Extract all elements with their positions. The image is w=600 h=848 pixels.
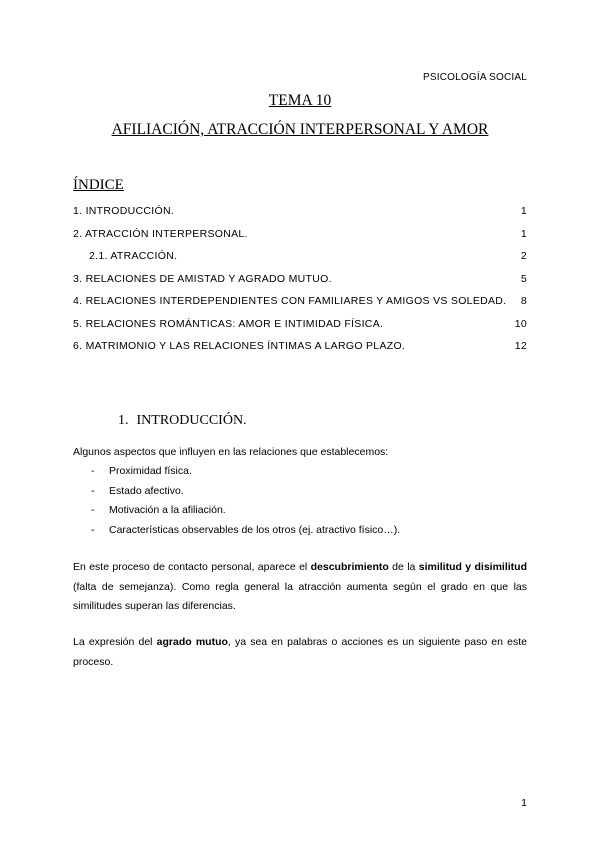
list-item-text: Estado afectivo. [109, 484, 184, 497]
toc-entry-label: 2.1. ATRACCIÓN. [89, 250, 178, 262]
body-paragraph [73, 633, 527, 672]
list-item [91, 501, 400, 521]
toc-entry-label: 2. ATRACCIÓN INTERPERSONAL. [73, 227, 248, 240]
toc-entry-page: 2 [520, 250, 527, 262]
table-of-contents [73, 203, 527, 361]
toc-entry-label: 1. INTRODUCCIÓN. [73, 205, 175, 217]
toc-subentry[interactable] [73, 248, 527, 271]
toc-entry-page: 5 [520, 272, 527, 285]
page-number: 1 [521, 797, 527, 809]
toc-entry[interactable] [73, 226, 527, 249]
toc-entry-page: 8 [520, 295, 527, 307]
text-run: (falta de semejanza). Como regla general la atracción aumenta según el grado en que las similitudes superan las diferencias. [73, 580, 527, 612]
text-run: En este proceso de contacto personal, aparece el [73, 561, 311, 573]
intro-paragraph: Algunos aspectos que influyen en las relaciones que establecemos: [73, 446, 389, 458]
section-title: INTRODUCCIÓN. [136, 413, 247, 428]
toc-entry-label: 3. RELACIONES DE AMISTAD Y AGRADO MUTUO. [73, 272, 332, 285]
toc-entry-page: 1 [520, 205, 527, 217]
text-run: La expresión del [73, 636, 157, 648]
index-heading: ÍNDICE [73, 177, 124, 193]
list-item-text: Proximidad física. [109, 465, 192, 477]
toc-entry[interactable] [73, 316, 527, 339]
list-item [91, 462, 400, 482]
document-title: TEMA 10 [268, 92, 332, 109]
section-number: 1. [118, 413, 129, 428]
toc-entry[interactable] [73, 203, 527, 226]
bullet-marker: - [91, 523, 95, 536]
toc-entry-label: 5. RELACIONES ROMÁNTICAS: AMOR E INTIMIDAD FÍSICA. [73, 317, 384, 330]
body-paragraph [73, 558, 527, 617]
toc-entry-page: 10 [514, 317, 527, 330]
toc-entry-label: 4. RELACIONES INTERDEPENDIENTES CON FAMILIARES Y AMIGOS VS SOLEDAD. [73, 295, 507, 307]
toc-entry[interactable] [73, 338, 527, 361]
toc-entry-page: 12 [514, 340, 527, 352]
list-item [91, 521, 400, 541]
text-run: , ya sea en palabras o acciones es un siguiente paso en este proceso. [73, 636, 527, 668]
toc-entry[interactable] [73, 293, 527, 316]
toc-entry-label: 6. MATRIMONIO Y LAS RELACIONES ÍNTIMAS A LARGO PLAZO. [73, 340, 406, 352]
list-item [91, 482, 400, 502]
bullet-marker: - [91, 465, 95, 477]
section-heading [118, 413, 247, 429]
document-subtitle: AFILIACIÓN, ATRACCIÓN INTERPERSONAL Y AMOR [111, 121, 489, 138]
toc-entry-page: 1 [520, 227, 527, 240]
document-header: PSICOLOGÍA SOCIAL [423, 72, 527, 83]
bold-term: descubrimiento [310, 561, 389, 573]
bold-term: agrado mutuo [156, 636, 228, 648]
bold-term: similitud y disimilitud [418, 561, 527, 573]
list-item-text: Motivación a la afiliación. [109, 504, 226, 516]
toc-entry[interactable] [73, 271, 527, 294]
bullet-list [91, 462, 400, 540]
text-run: de la [388, 561, 419, 573]
bullet-marker: - [91, 484, 95, 497]
bullet-marker: - [91, 504, 95, 516]
list-item-text: Características observables de los otros (ej. atractivo físico…). [109, 523, 401, 536]
